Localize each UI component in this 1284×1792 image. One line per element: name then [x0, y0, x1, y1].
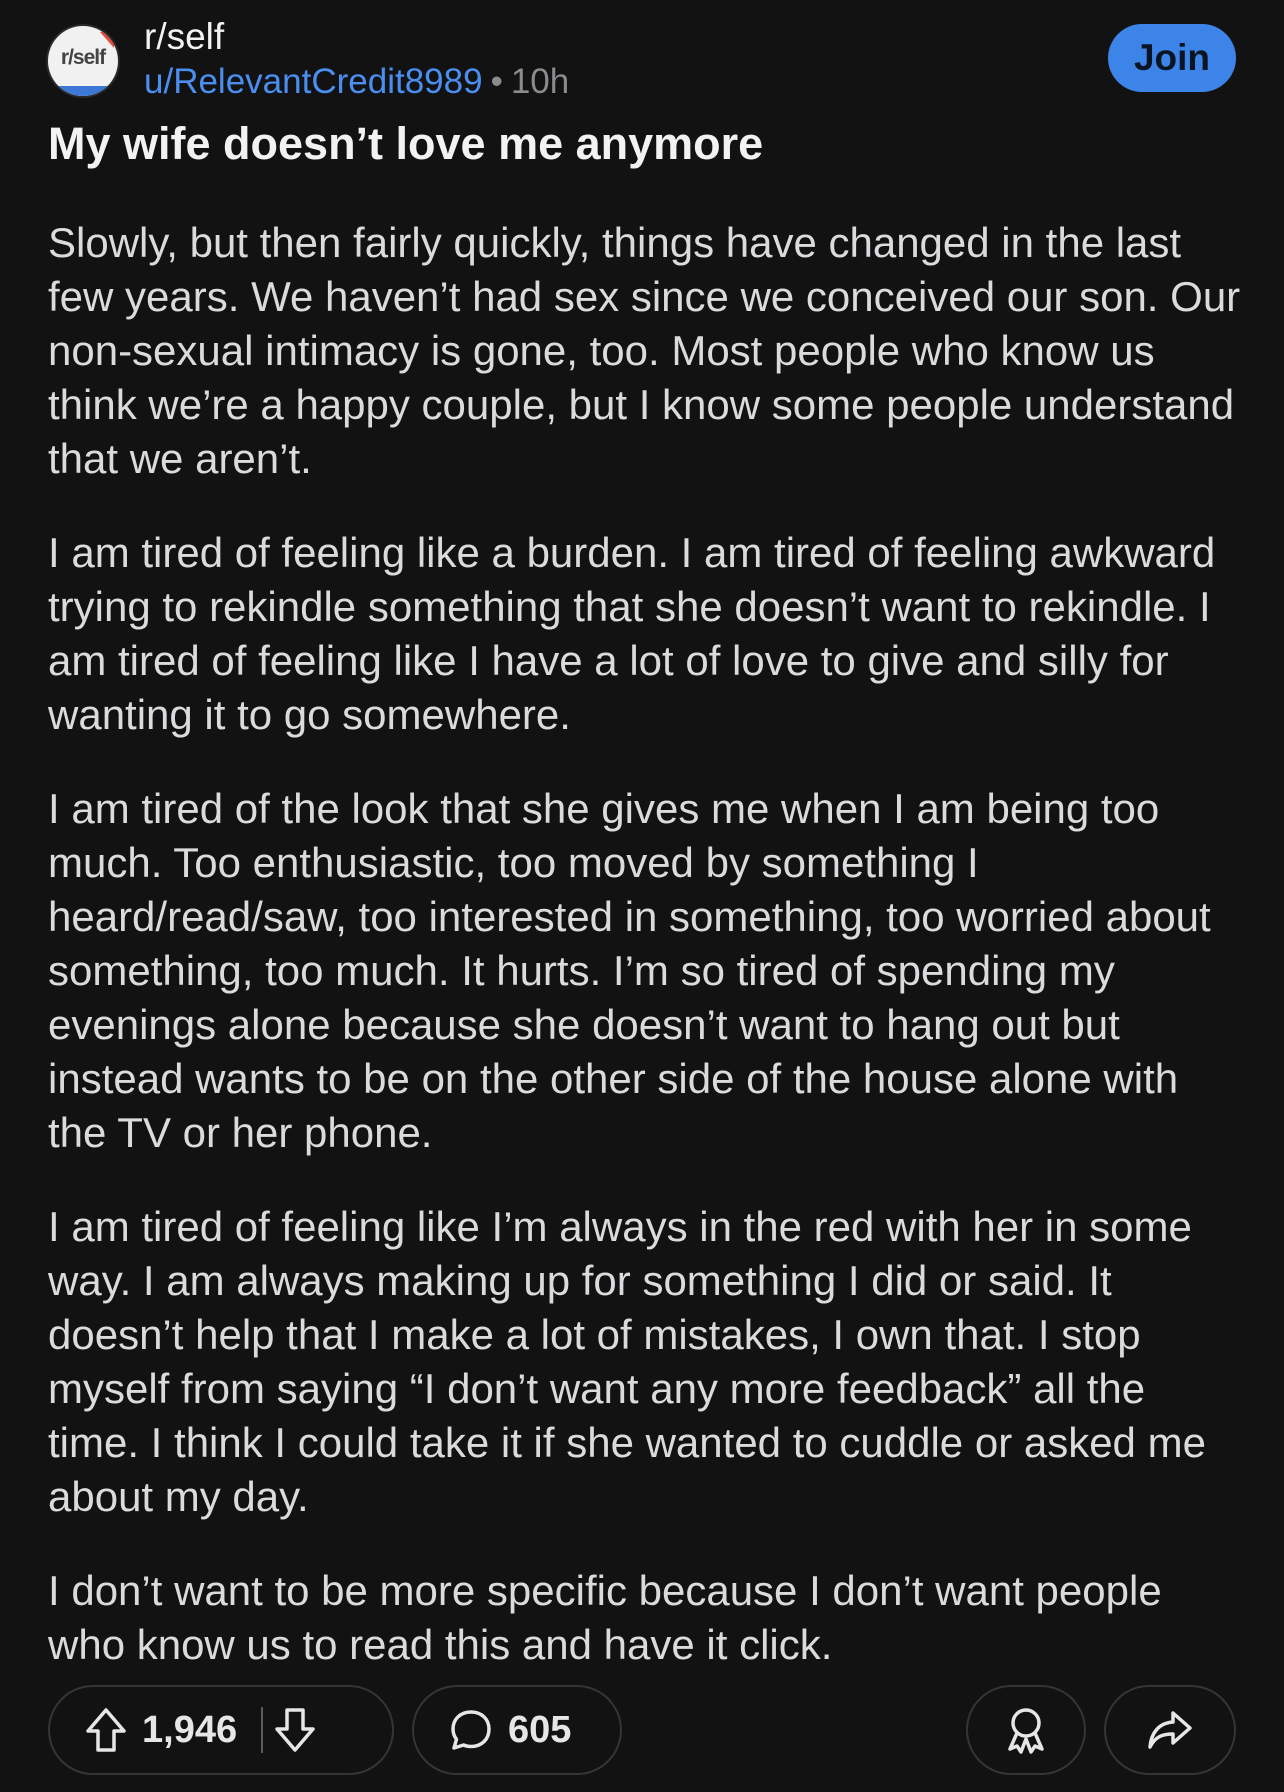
post-meta: [144, 62, 569, 102]
post-paragraph: I am tired of the look that she gives me when I am being too much. Too enthusiastic, too moved by something I heard/read/saw, too interested in something, too worried about something, too much. It hurts. I’m so tired of spending my evenings alone because she doesn’t want to hang out but instead wants to be on the other side of the house alone with the TV or her phone.: [48, 785, 1211, 1156]
join-button[interactable]: Join: [1108, 24, 1236, 92]
comments-button[interactable]: [412, 1685, 622, 1775]
award-button[interactable]: [966, 1685, 1086, 1775]
post-time: 10h: [510, 62, 570, 101]
downvote-arrow-icon[interactable]: [273, 1707, 317, 1753]
post-action-bar: [48, 1685, 1236, 1779]
avatar-text: r/self: [60, 46, 106, 69]
post-title: My wife doesn’t love me anymore: [48, 118, 764, 169]
post-paragraph: I am tired of feeling like a burden. I am tired of feeling awkward trying to rekindle something that she doesn’t want to rekindle. I am tired of feeling like I have a lot of love to give and silly for wanting it to go somewhere.: [48, 529, 1216, 738]
share-button[interactable]: [1104, 1685, 1236, 1775]
upvote-arrow-icon[interactable]: [84, 1707, 128, 1753]
post-paragraph: I am tired of feeling like I’m always in the red with her in some way. I am always making up for something I did or said. It doesn’t help that I make a lot of mistakes, I own that. I stop myself from saying “I don’t want any more feedback” all the time. I think I could take it if she wanted to cuddle or asked me about my day.: [48, 1203, 1206, 1520]
avatar-band-decoration: [48, 86, 118, 96]
award-icon: [1002, 1705, 1050, 1755]
comment-bubble-icon: [448, 1707, 494, 1753]
subreddit-avatar[interactable]: [48, 26, 118, 96]
author-username[interactable]: u/RelevantCredit8989: [144, 62, 483, 101]
post-paragraph: Slowly, but then fairly quickly, things have changed in the last few years. We haven’t had sex since we conceived our son. Our non-sexual intimacy is gone, too. Most people who know us think we’re a happy couple, but I know some people understand that we aren’t.: [48, 219, 1241, 482]
meta-separator: •: [490, 62, 503, 101]
comment-count: 605: [508, 1708, 572, 1751]
subreddit-name[interactable]: r/self: [144, 16, 225, 57]
share-arrow-icon: [1146, 1707, 1194, 1753]
vote-control: [48, 1685, 394, 1775]
post-header: [48, 16, 1236, 102]
upvote-count: 1,946: [142, 1708, 238, 1751]
post-body: [48, 216, 1243, 1712]
vote-divider: [261, 1707, 263, 1753]
post-paragraph: I don’t want to be more specific because I don’t want people who know us to read this and have it click.: [48, 1567, 1162, 1668]
